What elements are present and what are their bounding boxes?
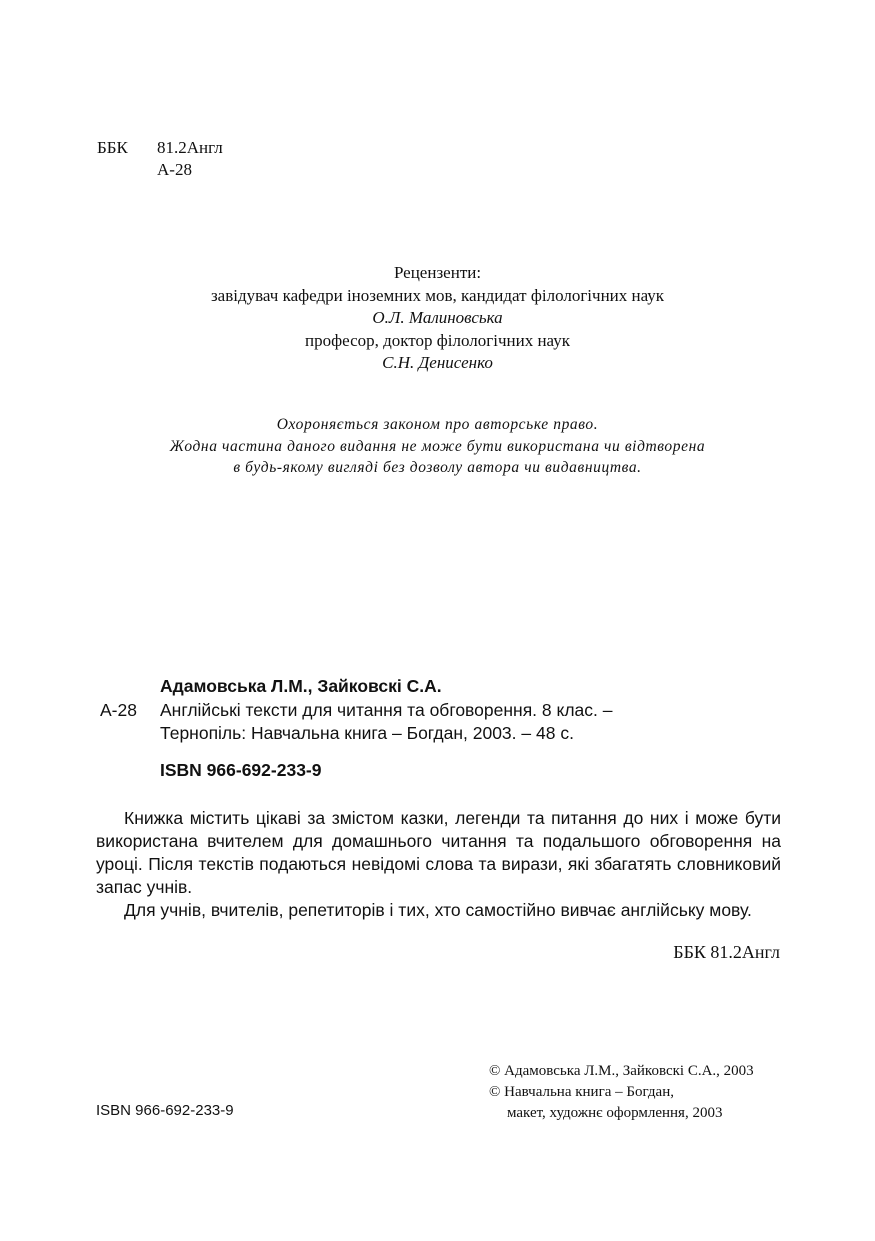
reviewers-title: Рецензенти:	[393, 263, 482, 282]
annotation-audience: Для учнів, вчителів, репетиторів і тих, хто самостійно вивчає англійську мову.	[124, 900, 752, 920]
copyright-notice-line3: в будь-якому вигляді без дозволу автора чи видавництва.	[233, 459, 642, 476]
bbk-code: 81.2Англ	[157, 138, 223, 157]
copyright-design: макет, художнє оформлення, 2003	[507, 1105, 723, 1121]
catalog-imprint: Тернопіль: Навчальна книга – Богдан, 2003. – 48 с.	[160, 723, 574, 743]
copyright-notice-line1: Охороняється законом про авторське право.	[276, 416, 599, 433]
copyright-notice-line2: Жодна частина даного видання не може бути використана чи відтворена	[169, 437, 706, 455]
bbk-index: ББК 81.2Англ	[673, 942, 780, 962]
catalog-isbn: ISBN 966-692-233-9	[160, 760, 322, 780]
author-mark: А-28	[157, 160, 192, 179]
copyright-authors: © Адамовська Л.М., Зайковскі С.А., 2003	[489, 1063, 754, 1079]
copyright-notice	[0, 414, 875, 479]
bbk-label: ББК	[97, 138, 128, 157]
copyright-publisher: © Навчальна книга – Богдан,	[489, 1084, 674, 1100]
reviewers-block	[0, 262, 875, 375]
footer-isbn: ISBN 966-692-233-9	[96, 1102, 234, 1119]
catalog-title: Англійські тексти для читання та обговорення. 8 клас. –	[160, 700, 613, 720]
catalog-mark: А-28	[100, 700, 137, 720]
reviewer1-name: О.Л. Малиновська	[372, 308, 503, 327]
annotation	[96, 807, 781, 922]
reviewer1-position: завідувач кафедри іноземних мов, кандидат філологічних наук	[210, 285, 665, 305]
catalog-authors: Адамовська Л.М., Зайковскі С.А.	[160, 676, 442, 696]
annotation-paragraph: Книжка містить цікаві за змістом казки, легенди та питання до них і може бути використана вчителем для домашнього читання та подальшого обговорення на уроці. Після текстів подаються невідомі слова та вирази, які збагатять словниковий запас учнів.	[96, 808, 781, 897]
reviewer2-position: професор, доктор філологічних наук	[305, 330, 570, 350]
copyright-block	[489, 1061, 754, 1124]
reviewer2-name: С.Н. Денисенко	[382, 353, 493, 372]
